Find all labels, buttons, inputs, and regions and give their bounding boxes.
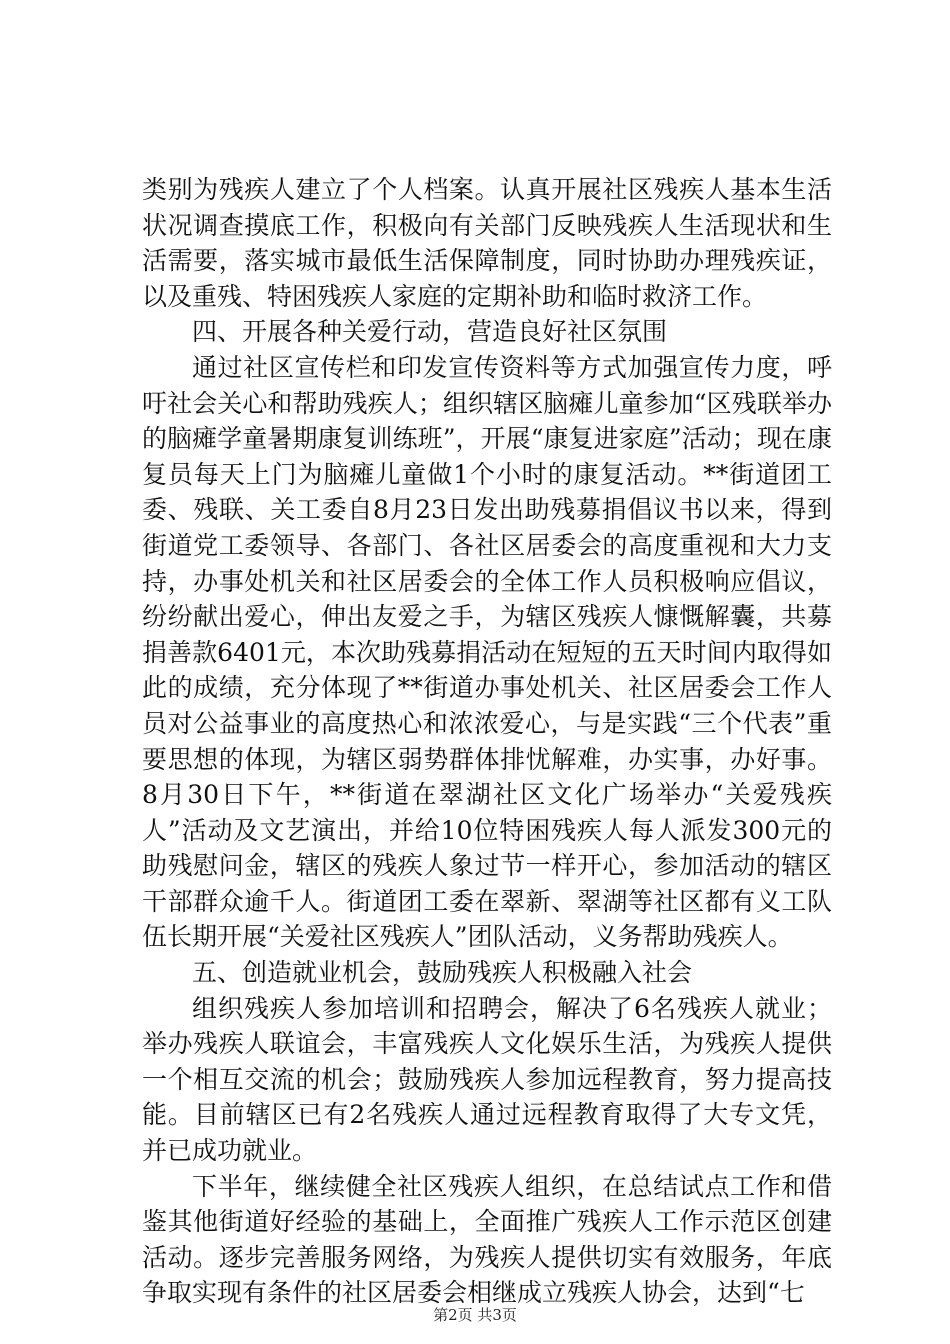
paragraph-employment: 组织残疾人参加培训和招聘会，解决了6名残疾人就业；举办残疾人联谊会，丰富残疾人文化娱乐生活，为残疾人提供一个相互交流的机会；鼓励残疾人参加远程教育，努力提高技能。目前辖区已有2名残疾人通过远程教育取得了大专文凭，并已成功就业。 <box>142 993 832 1166</box>
page-footer <box>0 1305 950 1325</box>
page-number: 第2页 共3页 <box>433 1306 517 1324</box>
section-heading-five: 五、创造就业机会，鼓励残疾人积极融入社会 <box>192 958 693 988</box>
paragraph-second-half-plan: 下半年，继续健全社区残疾人组织，在总结试点工作和借鉴其他街道好经验的基础上，全面推广残疾人工作示范区创建活动。逐步完善服务网络，为残疾人提供切实有效服务，年底争取实现有条件的社区居委会相继成立残疾人协会，达到“七 <box>142 1171 832 1308</box>
section-heading-four: 四、开展各种关爱行动，营造良好社区氛围 <box>192 317 668 347</box>
paragraph-continuation: 类别为残疾人建立了个人档案。认真开展社区残疾人基本生活状况调查摸底工作，积极向有关部门反映残疾人生活现状和生活需要，落实城市最低生活保障制度，同时协助办理残疾证，以及重残、特困残疾人家庭的定期补助和临时救济工作。 <box>142 175 832 311</box>
paragraph-care-actions: 通过社区宣传栏和印发宣传资料等方式加强宣传力度，呼吁社会关心和帮助残疾人；组织辖区脑瘫儿童参加“区残联举办的脑瘫学童暑期康复训练班”，开展“康复进家庭”活动；现在康复员每天上门为脑瘫儿童做1个小时的康复活动。**街道团工委、残联、关工委自8月23日发出助残募捐倡议书以来，得到街道党工委领导、各部门、各社区居委会的高度重视和大力支持，办事处机关和社区居委会的全体工作人员积极响应倡议，纷纷献出爱心，伸出友爱之手，为辖区残疾人慷慨解囊，共募捐善款6401元，本次助残募捐活动在短短的五天时间内取得如此的成绩，充分体现了**街道办事处机关、社区居委会工作人员对公益事业的高度热心和浓浓爱心，与是实践“三个代表”重要思想的体现，为辖区弱势群体排忧解难，办实事，办好事。8月30日下午，**街道在翠湖社区文化广场举办“关爱残疾人”活动及文艺演出，并给10位特困残疾人每人派发300元的助残慰问金，辖区的残疾人象过节一样开心，参加活动的辖区干部群众逾千人。街道团工委在翠新、翠湖等社区都有义工队伍长期开展“关爱社区残疾人”团队活动，义务帮助残疾人。 <box>142 352 832 952</box>
document-body <box>142 172 832 1311</box>
